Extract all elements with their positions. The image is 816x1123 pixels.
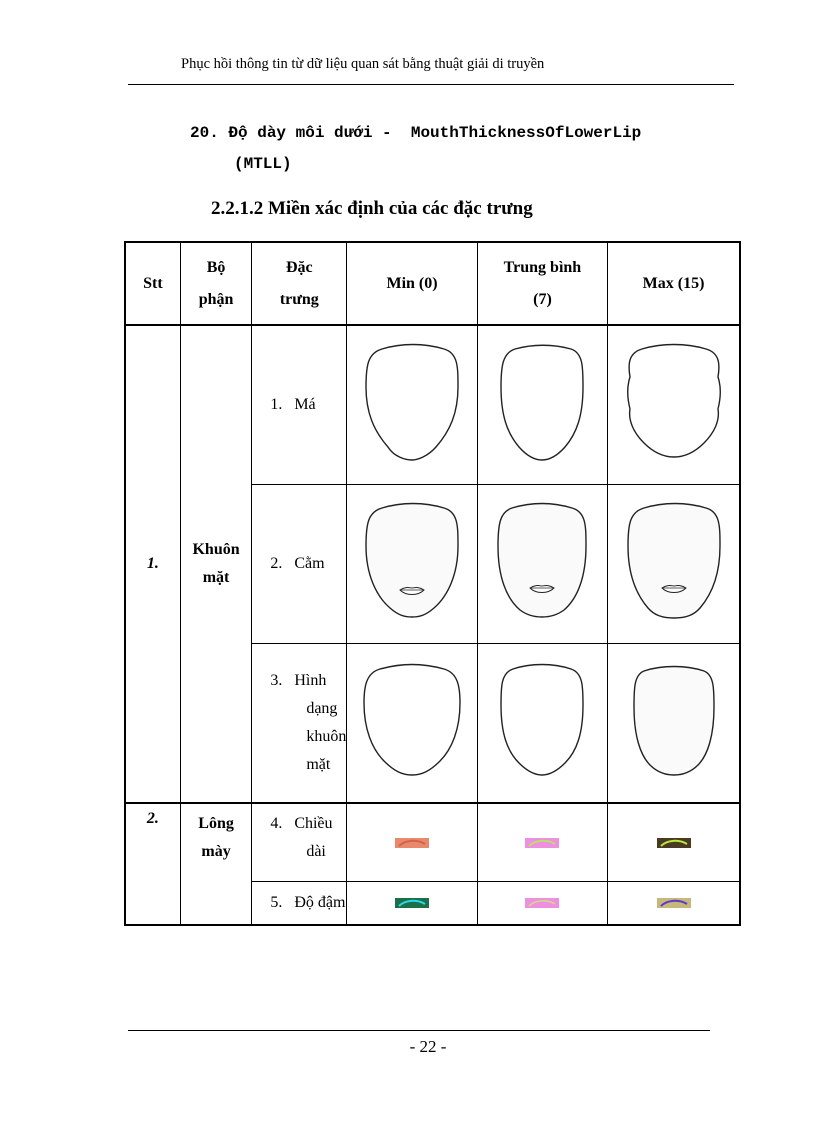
table-row — [125, 803, 740, 882]
col-header-part: Bộ phận — [180, 242, 252, 325]
face-shape-min-image — [347, 644, 477, 804]
eyebrow-length-avg-image — [477, 803, 607, 882]
feature-cell: 4. Chiều dài — [252, 803, 347, 882]
feature-cell: 2. Cằm — [252, 485, 347, 644]
table-header-row — [125, 242, 740, 325]
eyebrow-density-max-image — [608, 882, 740, 926]
item-heading — [190, 118, 641, 180]
eyebrow-density-min-image — [347, 882, 477, 926]
feature-cell: 1. Má — [252, 325, 347, 485]
group-part: Khuôn mặt — [180, 325, 252, 803]
feature-cell: 3. Hình dạng khuôn mặt — [252, 644, 347, 804]
item-heading-line2: (MTLL) — [234, 155, 292, 173]
col-header-min: Min (0) — [347, 242, 477, 325]
feature-cell: 5. Độ đậm — [252, 882, 347, 926]
face-chin-avg-image — [477, 485, 607, 644]
group-number: 2. — [125, 803, 180, 925]
running-header: Phục hồi thông tin từ dữ liệu quan sát bằng thuật giải di truyền — [181, 56, 545, 72]
group-number: 1. — [125, 325, 180, 803]
eyebrow-density-avg-image — [477, 882, 607, 926]
face-shape-avg-image — [477, 644, 607, 804]
page-number: - 22 - — [409, 1037, 447, 1056]
face-shape-max-image — [608, 644, 740, 804]
eyebrow-length-max-image — [608, 803, 740, 882]
face-chin-max-image — [608, 485, 740, 644]
col-header-feature: Đặc trưng — [252, 242, 347, 325]
header-divider — [128, 84, 734, 85]
item-heading-line1: 20. Độ dày môi dưới - MouthThicknessOfLowerLip — [190, 124, 642, 142]
group-part: Lông mày — [180, 803, 252, 925]
face-cheek-min-image — [347, 325, 477, 485]
table-row — [125, 325, 740, 485]
eyebrow-length-min-image — [347, 803, 477, 882]
footer-divider — [128, 1030, 710, 1031]
face-cheek-max-image — [608, 325, 740, 485]
face-cheek-avg-image — [477, 325, 607, 485]
face-chin-min-image — [347, 485, 477, 644]
col-header-stt: Stt — [125, 242, 180, 325]
col-header-max: Max (15) — [608, 242, 740, 325]
col-header-avg: Trung bình (7) — [477, 242, 607, 325]
section-title: 2.2.1.2 Miền xác định của các đặc trưng — [211, 198, 533, 219]
feature-domain-table — [124, 241, 741, 926]
